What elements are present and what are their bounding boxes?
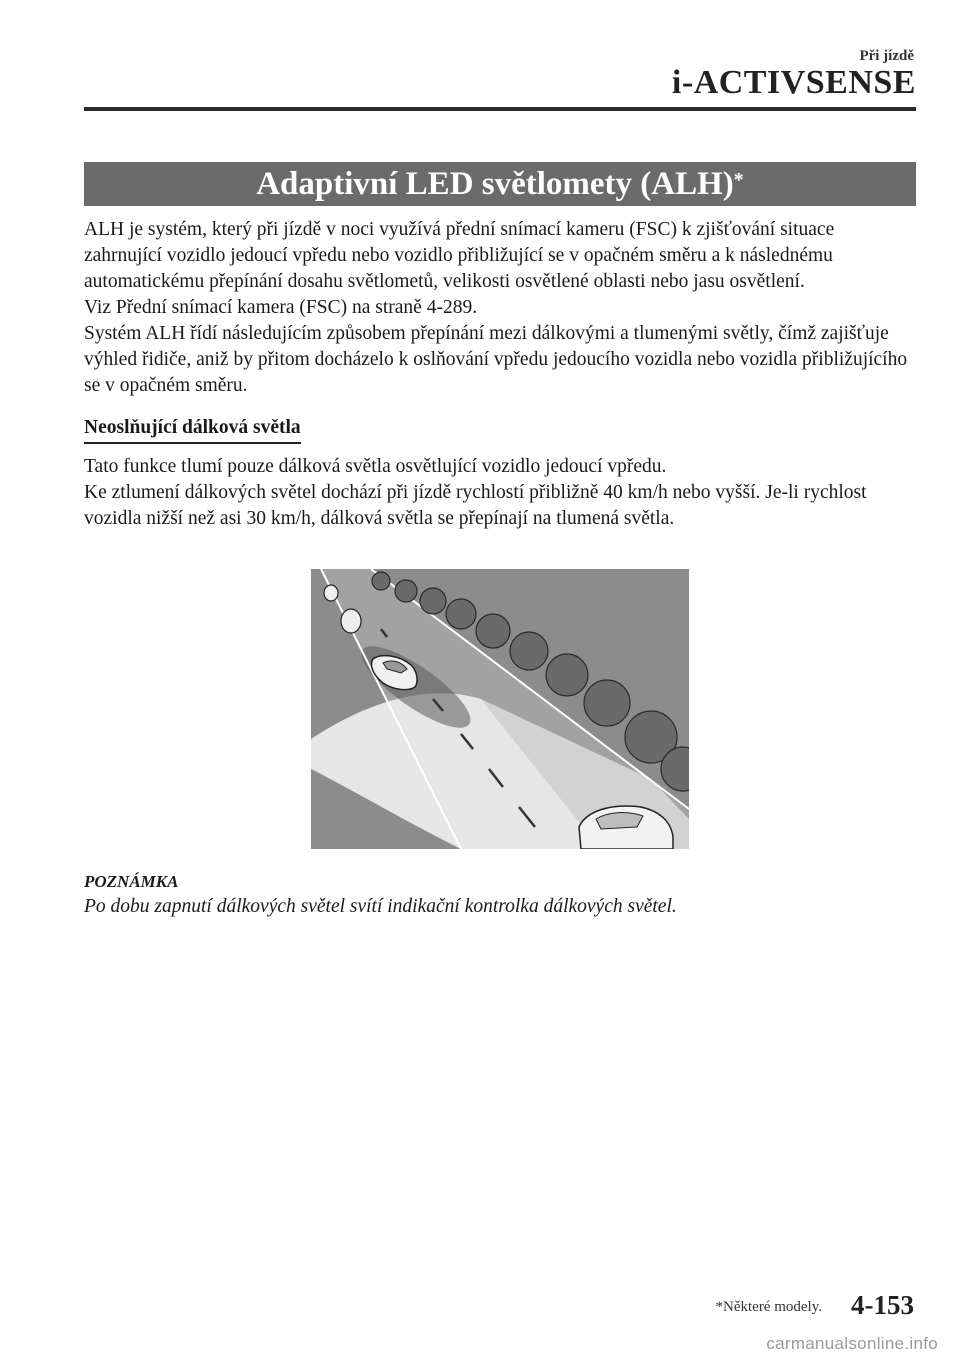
section-label: Při jízdě [859, 48, 914, 64]
watermark: carmanualsonline.info [766, 1334, 938, 1353]
chapter-title: i-ACTIVSENSE [671, 64, 916, 101]
section-title: Adaptivní LED světlomety (ALH) [256, 165, 734, 202]
page-number: 4-153 [851, 1290, 914, 1320]
note-text: Po dobu zapnutí dálkových světel svítí indikační kontrolka dálkových světel. [84, 896, 677, 917]
reference-paragraph: Viz Přední snímací kamera (FSC) na straně 4-289. [84, 297, 478, 318]
body-text [84, 217, 916, 532]
section-title-bar [84, 162, 916, 206]
speed-paragraph: Ke ztlumení dálkových světel dochází při jízdě rychlostí přibližně 40 km/h nebo vyšší. Je-li rychlost vozidla nižší než asi 30 km/h, dálková světla se přepínají na tlumená světla. [84, 482, 867, 529]
optional-equipment-marker: * [733, 168, 744, 191]
function-paragraph: Tato funkce tlumí pouze dálková světla osvětlující vozidlo jedoucí vpředu. [84, 456, 667, 477]
footnote: *Některé modely. [715, 1299, 822, 1315]
subheading: Neoslňující dálková světla [84, 415, 301, 444]
intro-paragraph: ALH je systém, který při jízdě v noci využívá přední snímací kameru (FSC) k zjišťování situace zahrnující vozidlo jedoucí vpředu nebo vozidlo přibližující se v opačném směru a k následnému automatickému přepínání dosahu světlometů, velikosti osvětlené oblasti nebo jasu osvětlení. [84, 219, 835, 292]
glare-free-high-beam-illustration [311, 569, 689, 849]
note-heading: POZNÁMKA [84, 872, 179, 891]
control-paragraph: Systém ALH řídí následujícím způsobem přepínání mezi dálkovými a tlumenými světly, čímž zajišťuje výhled řidiče, aniž by přitom docházelo k oslňování vpředu jedoucího vozidla nebo vozidla přibližujícího se v opačném směru. [84, 323, 908, 396]
header-divider [84, 107, 916, 111]
